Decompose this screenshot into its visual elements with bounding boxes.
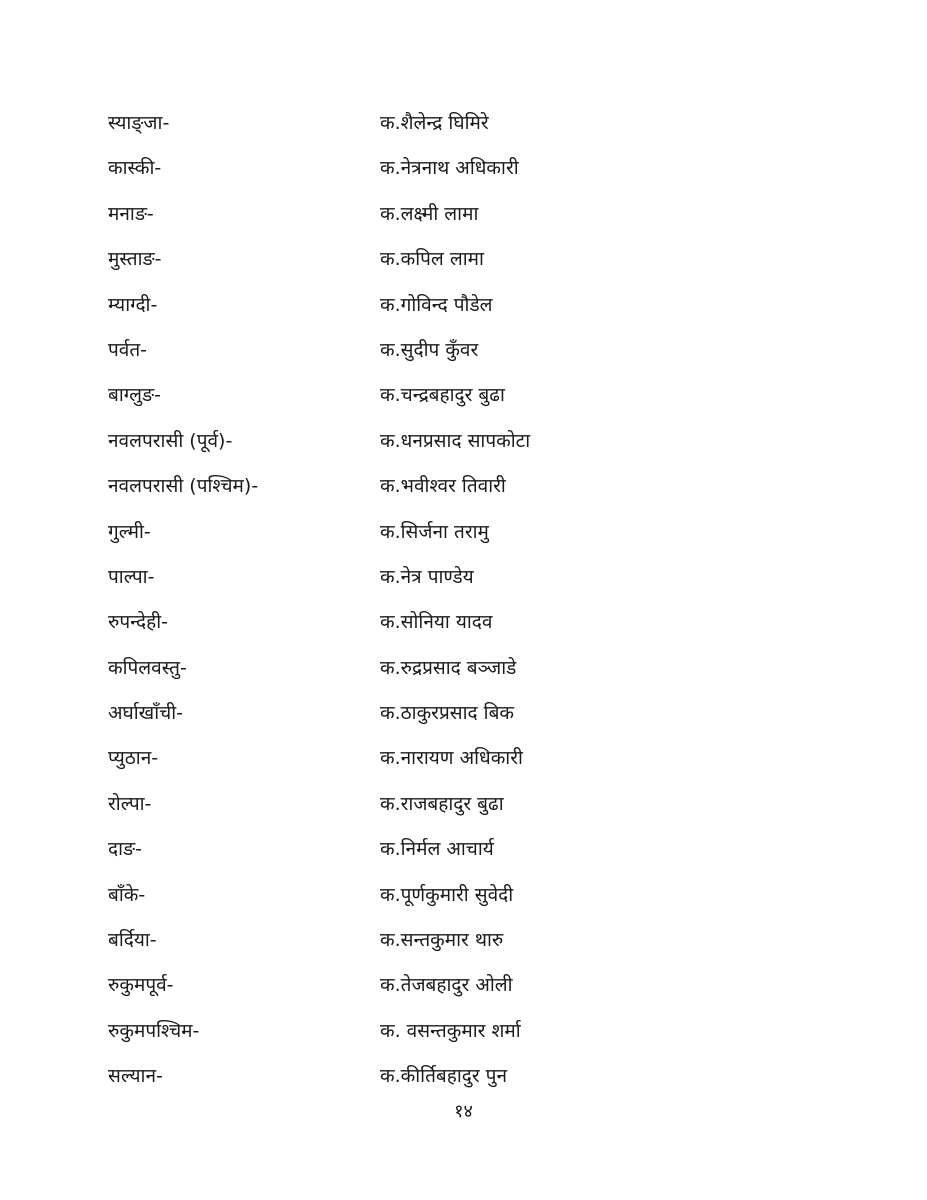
- list-item: [108, 829, 828, 874]
- district-name: पाल्पा-: [108, 565, 155, 588]
- list-item: [108, 1011, 828, 1056]
- list-item: [108, 285, 828, 330]
- district-name: म्याग्दी-: [108, 293, 158, 316]
- representative-name: क. वसन्तकुमार शर्मा: [380, 1019, 521, 1042]
- list-item: [108, 103, 828, 148]
- representative-name: क.कपिल लामा: [380, 248, 484, 271]
- district-name: मुस्ताङ-: [108, 248, 162, 271]
- list-item: [108, 557, 828, 602]
- list-item: [108, 194, 828, 239]
- district-name: मनाङ-: [108, 202, 154, 225]
- district-name: गुल्मी-: [108, 520, 151, 543]
- list-item: [108, 466, 828, 511]
- district-name: बर्दिया-: [108, 929, 157, 952]
- district-name: बाग्लुङ-: [108, 384, 161, 407]
- list-item: [108, 375, 828, 420]
- representative-name: क.नेत्रनाथ अधिकारी: [380, 157, 519, 180]
- page-number: १४: [454, 1101, 473, 1122]
- representative-name: क.गोविन्द पौडेल: [380, 293, 493, 316]
- district-name: प्युठान-: [108, 747, 159, 770]
- list-item: [108, 239, 828, 284]
- representative-name: क.नारायण अधिकारी: [380, 747, 523, 770]
- district-name: रुपन्देही-: [108, 611, 168, 634]
- list-item: [108, 965, 828, 1010]
- list-item: [108, 330, 828, 375]
- representative-name: क.सिर्जना तरामु: [380, 520, 489, 543]
- list-item: [108, 1056, 828, 1101]
- district-name: सल्यान-: [108, 1065, 163, 1088]
- list-item: [108, 648, 828, 693]
- representative-name: क.शैलेन्द्र घिमिरे: [380, 112, 489, 134]
- list-item: [108, 784, 828, 829]
- district-name: रुकुमपश्चिम-: [108, 1019, 200, 1042]
- district-name: कपिलवस्तु-: [108, 656, 187, 679]
- list-item: [108, 693, 828, 738]
- list-item: [108, 920, 828, 965]
- representative-name: क.लक्ष्मी लामा: [380, 202, 479, 225]
- district-list: [108, 103, 828, 1102]
- list-item: [108, 738, 828, 783]
- representative-name: क.पूर्णकुमारी सुवेदी: [380, 883, 514, 906]
- district-name: बाँके-: [108, 883, 146, 906]
- representative-name: क.निर्मल आचार्य: [380, 838, 494, 861]
- list-item: [108, 148, 828, 193]
- district-name: दाङ-: [108, 838, 142, 861]
- representative-name: क.चन्द्रबहादुर बुढा: [380, 384, 505, 407]
- district-name: कास्की-: [108, 157, 162, 180]
- representative-name: क.सुदीप कुँवर: [380, 338, 479, 361]
- representative-name: क.रुद्रप्रसाद बञ्जाडे: [380, 656, 517, 679]
- district-name: पर्वत-: [108, 338, 148, 361]
- district-name: अर्घाखाँची-: [108, 702, 183, 725]
- representative-name: क.राजबहादुर बुढा: [380, 792, 504, 815]
- representative-name: क.सोनिया यादव: [380, 611, 493, 634]
- representative-name: क.नेत्र पाण्डेय: [380, 565, 474, 588]
- representative-name: क.भवीश्वर तिवारी: [380, 475, 506, 498]
- representative-name: क.कीर्तिबहादुर पुन: [380, 1065, 507, 1088]
- representative-name: क.तेजबहादुर ओली: [380, 974, 513, 997]
- list-item: [108, 512, 828, 557]
- district-name: स्याङ्जा-: [108, 112, 170, 134]
- list-item: [108, 875, 828, 920]
- district-name: नवलपरासी (पूर्व)-: [108, 429, 233, 452]
- district-name: रोल्पा-: [108, 792, 152, 815]
- district-name: रुकुमपूर्व-: [108, 974, 174, 997]
- list-item: [108, 602, 828, 647]
- representative-name: क.ठाकुरप्रसाद बिक: [380, 702, 515, 725]
- list-item: [108, 421, 828, 466]
- district-name: नवलपरासी (पश्चिम)-: [108, 475, 259, 498]
- representative-name: क.सन्तकुमार थारु: [380, 929, 504, 952]
- representative-name: क.धनप्रसाद सापकोटा: [380, 429, 531, 452]
